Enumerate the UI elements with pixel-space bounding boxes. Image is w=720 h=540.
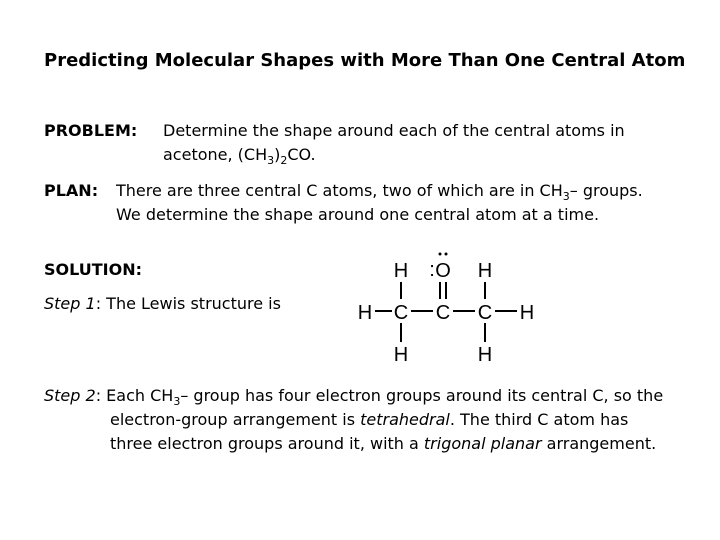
plan-text: [116, 179, 643, 227]
plan-label: PLAN:: [44, 181, 99, 200]
problem-text: [163, 119, 625, 167]
step2-text: [44, 384, 704, 456]
atom-c-right: C: [477, 302, 493, 324]
solution-label: SOLUTION:: [44, 260, 142, 279]
atom-o: O: [435, 260, 451, 282]
oxygen-lone-pair-top-dot: [439, 253, 442, 256]
step2-line-2: electron-group arrangement is tetrahedral. The third C atom has: [110, 410, 629, 429]
step2-line-1: Step 2: Each $CH_3-$ group has four electron groups around its central C, so the: [44, 386, 664, 408]
atom-h-top-left: H: [393, 260, 409, 282]
problem-line-1: Determine the shape around each of the central atoms in: [163, 121, 625, 140]
oxygen-lone-pair-left: :: [429, 259, 435, 281]
oxygen-lone-pair-top-dot: [445, 253, 448, 256]
step2-line-3: three electron groups around it, with a trigonal planar arrangement.: [110, 434, 657, 453]
plan-line-2: We determine the shape around one central atom at a time.: [116, 205, 600, 224]
atom-c-center: C: [435, 302, 451, 324]
step1-text: Step 1: The Lewis structure is: [44, 294, 281, 313]
plan-line-1: There are three central C atoms, two of which are in $CH_3-$ groups.: [116, 181, 643, 203]
page-title: Predicting Molecular Shapes with More Than One Central Atom: [44, 50, 686, 71]
atom-h-top-right: H: [477, 260, 493, 282]
atom-h-left: H: [357, 302, 373, 324]
atom-h-right: H: [519, 302, 535, 324]
problem-line-2: acetone, $(CH_3)_2CO$.: [163, 145, 316, 167]
lewis-structure: [355, 252, 545, 367]
problem-label: PROBLEM:: [44, 121, 138, 140]
atom-h-bottom-left: H: [393, 344, 409, 366]
atom-c-left: C: [393, 302, 409, 324]
atom-h-bottom-right: H: [477, 344, 493, 366]
